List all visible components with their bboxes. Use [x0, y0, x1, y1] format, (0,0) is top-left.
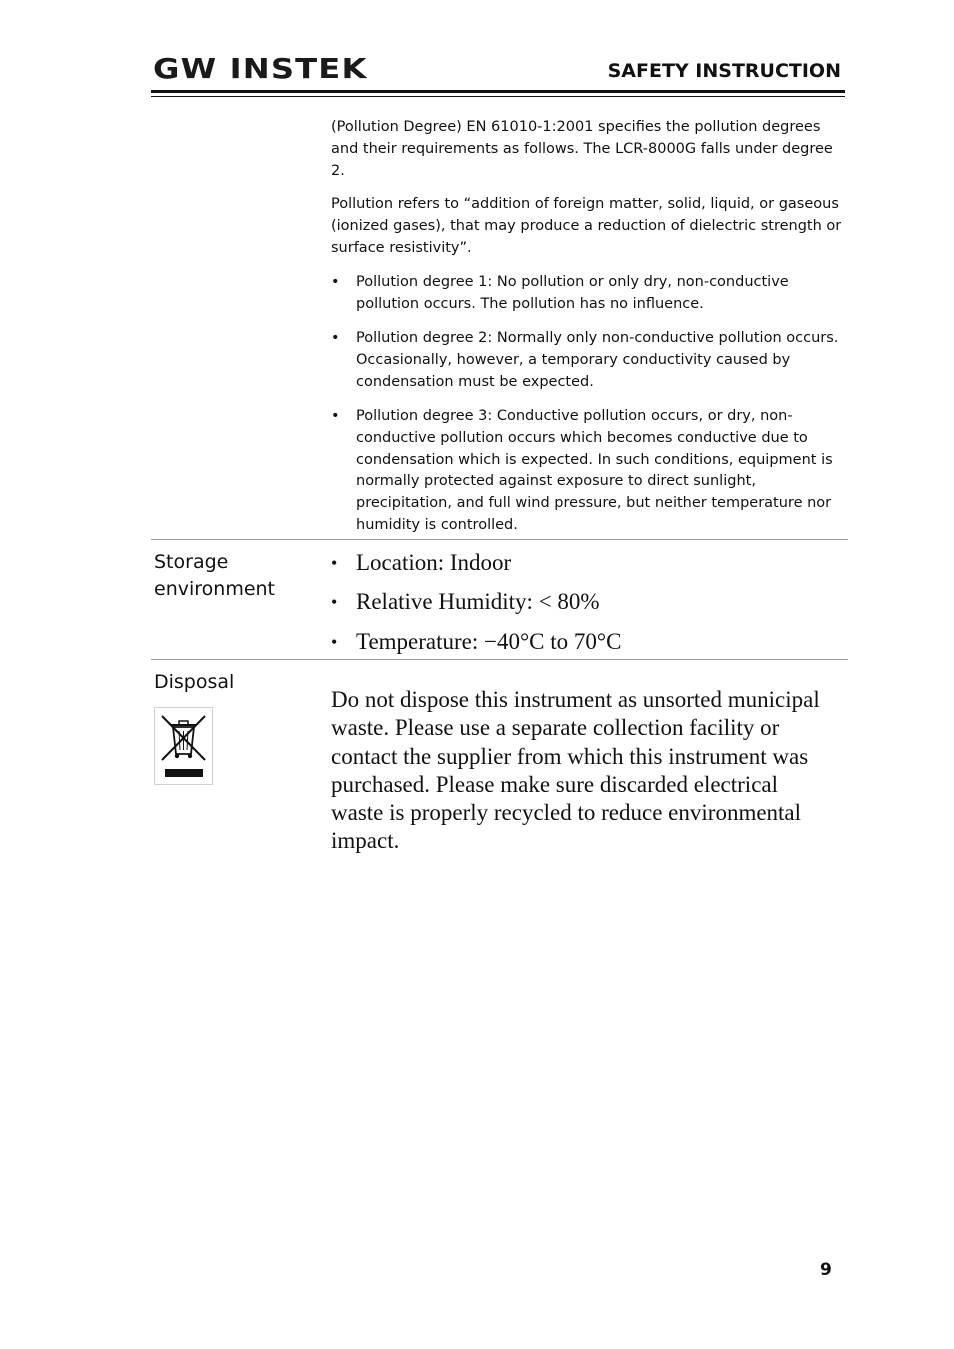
list-item-text: Temperature: −40°C to 70°C	[356, 629, 622, 654]
bullet-icon: •	[331, 330, 340, 346]
section-title: SAFETY INSTRUCTION	[607, 60, 841, 82]
bullet-icon: •	[331, 592, 338, 612]
list-item-text: Location: Indoor	[356, 550, 512, 575]
disposal-instructions: Do not dispose this instrument as unsorted municipal waste. Please use a separate collection facility or contact the supplier from which this instrument was purchased. Please make sure discarded electrical waste is properly recycled to reduce environmental impact.	[331, 687, 820, 854]
bullet-icon: •	[331, 632, 338, 652]
bullet-icon: •	[331, 274, 340, 290]
list-item-text: Pollution degree 3: Conductive pollution occurs, or dry, non-conductive pollution occurs which becomes conductive due to condensation which is expected. In such conditions, equipment is normally protected against exposure to direct sunlight, precipitation, and full wind pressure, but neither temperature nor humidity is controlled.	[356, 408, 833, 533]
section-divider	[151, 539, 848, 540]
list-item-text: Pollution degree 2: Normally only non-conductive pollution occurs. Occasionally, however, a temporary conductivity caused by condensation must be expected.	[356, 330, 839, 390]
section-divider	[151, 659, 848, 660]
list-item-text: Pollution degree 1: No pollution or only dry, non-conductive pollution occurs. The pollution has no influence.	[356, 274, 789, 312]
bullet-icon: •	[331, 553, 338, 573]
list-item-text: Relative Humidity: < 80%	[356, 589, 600, 614]
gw-instek-logo: GW INSTEK	[153, 52, 368, 85]
header-rule-thin	[151, 96, 845, 97]
page-header	[151, 52, 845, 98]
header-rule	[151, 90, 845, 93]
pollution-paragraph-1: (Pollution Degree) EN 61010-1:2001 specifies the pollution degrees and their requirements as follows. The LCR-8000G falls under degree 2.	[331, 119, 833, 179]
pollution-paragraph-2: Pollution refers to “addition of foreign matter, solid, liquid, or gaseous (ionized gases), that may produce a reduction of dielectric strength or surface resistivity”.	[331, 196, 842, 256]
disposal-label: Disposal	[154, 671, 235, 693]
storage-environment-label: Storage environment	[154, 551, 276, 600]
bullet-icon: •	[331, 408, 340, 424]
page-number: 9	[820, 1260, 832, 1280]
weee-crossed-bin-icon	[154, 707, 213, 785]
